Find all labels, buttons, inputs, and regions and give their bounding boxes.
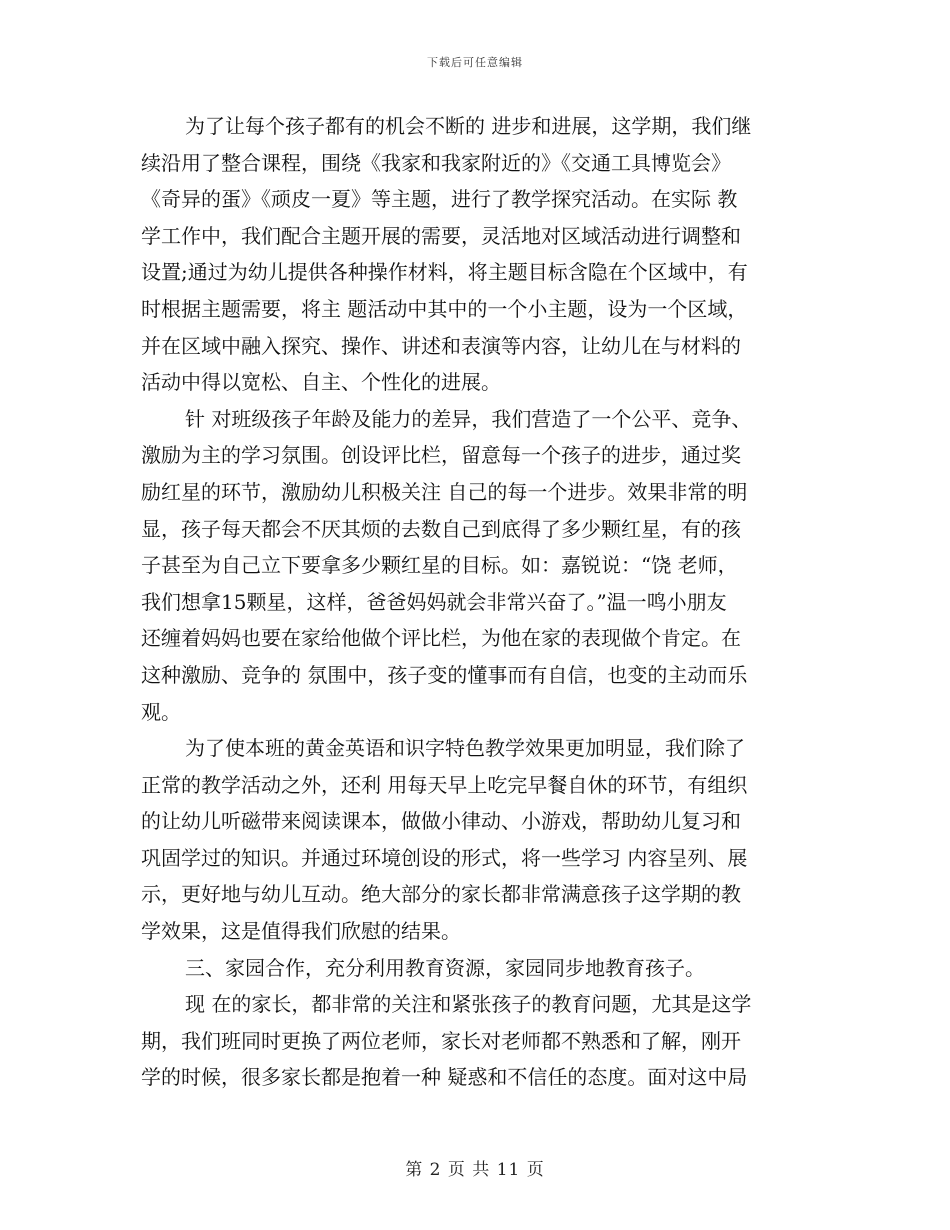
text-line: 正常的教学活动之外，还利 用每天早上吃完早餐自休的环节，有组织 xyxy=(141,772,748,797)
paragraph-3 xyxy=(141,730,813,950)
text-line: 观。 xyxy=(141,699,181,724)
text-line: 针 对班级孩子年龄及能力的差异，我们营造了一个公平、竞争、 xyxy=(185,406,752,431)
text-line: 的让幼儿听磁带来阅读课本，做做小律动、小游戏，帮助幼儿复习和 xyxy=(141,809,741,834)
heading-line: 三、家园合作，充分利用教育资源，家园同步地教育孩子。 xyxy=(185,955,705,980)
text-line: 续沿用了整合课程，围绕《我家和我家附近的》《交通工具博览会》 xyxy=(141,150,731,175)
paragraph-4 xyxy=(141,986,813,1096)
text-line: 活动中得以宽松、自主、个性化的进展。 xyxy=(141,370,501,395)
text-line: 现 在的家长，都非常的关注和紧张孩子的教育问题，尤其是这学 xyxy=(185,992,752,1017)
text-line: 学工作中，我们配合主题开展的需要，灵活地对区域活动进行调整和 xyxy=(141,223,741,248)
text-line: 学效果，这是值得我们欣慰的结果。 xyxy=(141,919,461,944)
text-line: 为了让每个孩子都有的机会不断的 进步和进展，这学期，我们继 xyxy=(185,114,752,138)
page-number-footer: 第 2 页 共 11 页 xyxy=(405,1160,545,1180)
paragraph-2 xyxy=(141,401,813,730)
text-line: 《奇异的蛋》《顽皮一夏》等主题，进行了教学探究活动。在实际 教 xyxy=(141,187,738,212)
text-line: 期，我们班同时更换了两位老师，家长对老师都不熟悉和了解，刚开 xyxy=(141,1028,741,1053)
text-line: 巩固学过的知识。并通过环境创设的形式，将一些学习 内容呈列、展 xyxy=(141,845,748,870)
text-line: 这种激励、竞争的 氛围中，孩子变的懂事而有自信，也变的主动而乐 xyxy=(141,662,748,687)
page-header: 下载后可任意编辑 xyxy=(427,56,523,69)
text-line: 励红星的环节，激励幼儿积极关注 自己的每一个进步。效果非常的明 xyxy=(141,479,748,504)
text-line: 激励为主的学习氛围。创设评比栏，留意每一个孩子的进步，通过奖 xyxy=(141,443,741,468)
text-line: 设置;通过为幼儿提供各种操作材料，将主题目标含隐在个区域中，有 xyxy=(141,260,748,285)
document-body xyxy=(141,108,813,1096)
text-line: 示，更好地与幼儿互动。绝大部分的家长都非常满意孩子这学期的教 xyxy=(141,882,741,907)
text-line: 学的时候，很多家长都是抱着一种 疑惑和不信任的态度。面对这中局 xyxy=(141,1065,748,1090)
text-line: 时根据主题需要，将主 题活动中其中的一个小主题，设为一个区域， xyxy=(141,296,748,321)
text-line: 还缠着妈妈也要在家给他做个评比栏，为他在家的表现做个肯定。在 xyxy=(141,626,741,651)
text-line: 子甚至为自己立下要拿多少颗红星的目标。如：嘉锐说：“饶 老师， xyxy=(141,553,738,578)
section-heading xyxy=(141,950,813,987)
paragraph-1 xyxy=(141,108,813,401)
text-line: 我们想拿15颗星，这样，爸爸妈妈就会非常兴奋了。”温一鸣小朋友 xyxy=(141,589,727,614)
text-line: 为了使本班的黄金英语和识字特色教学效果更加明显，我们除了 xyxy=(185,736,745,761)
text-line: 并在区域中融入探究、操作、讲述和表演等内容，让幼儿在与材料的 xyxy=(141,333,741,358)
text-line: 显，孩子每天都会不厌其烦的去数自己到底得了多少颗红星，有的孩 xyxy=(141,516,741,541)
